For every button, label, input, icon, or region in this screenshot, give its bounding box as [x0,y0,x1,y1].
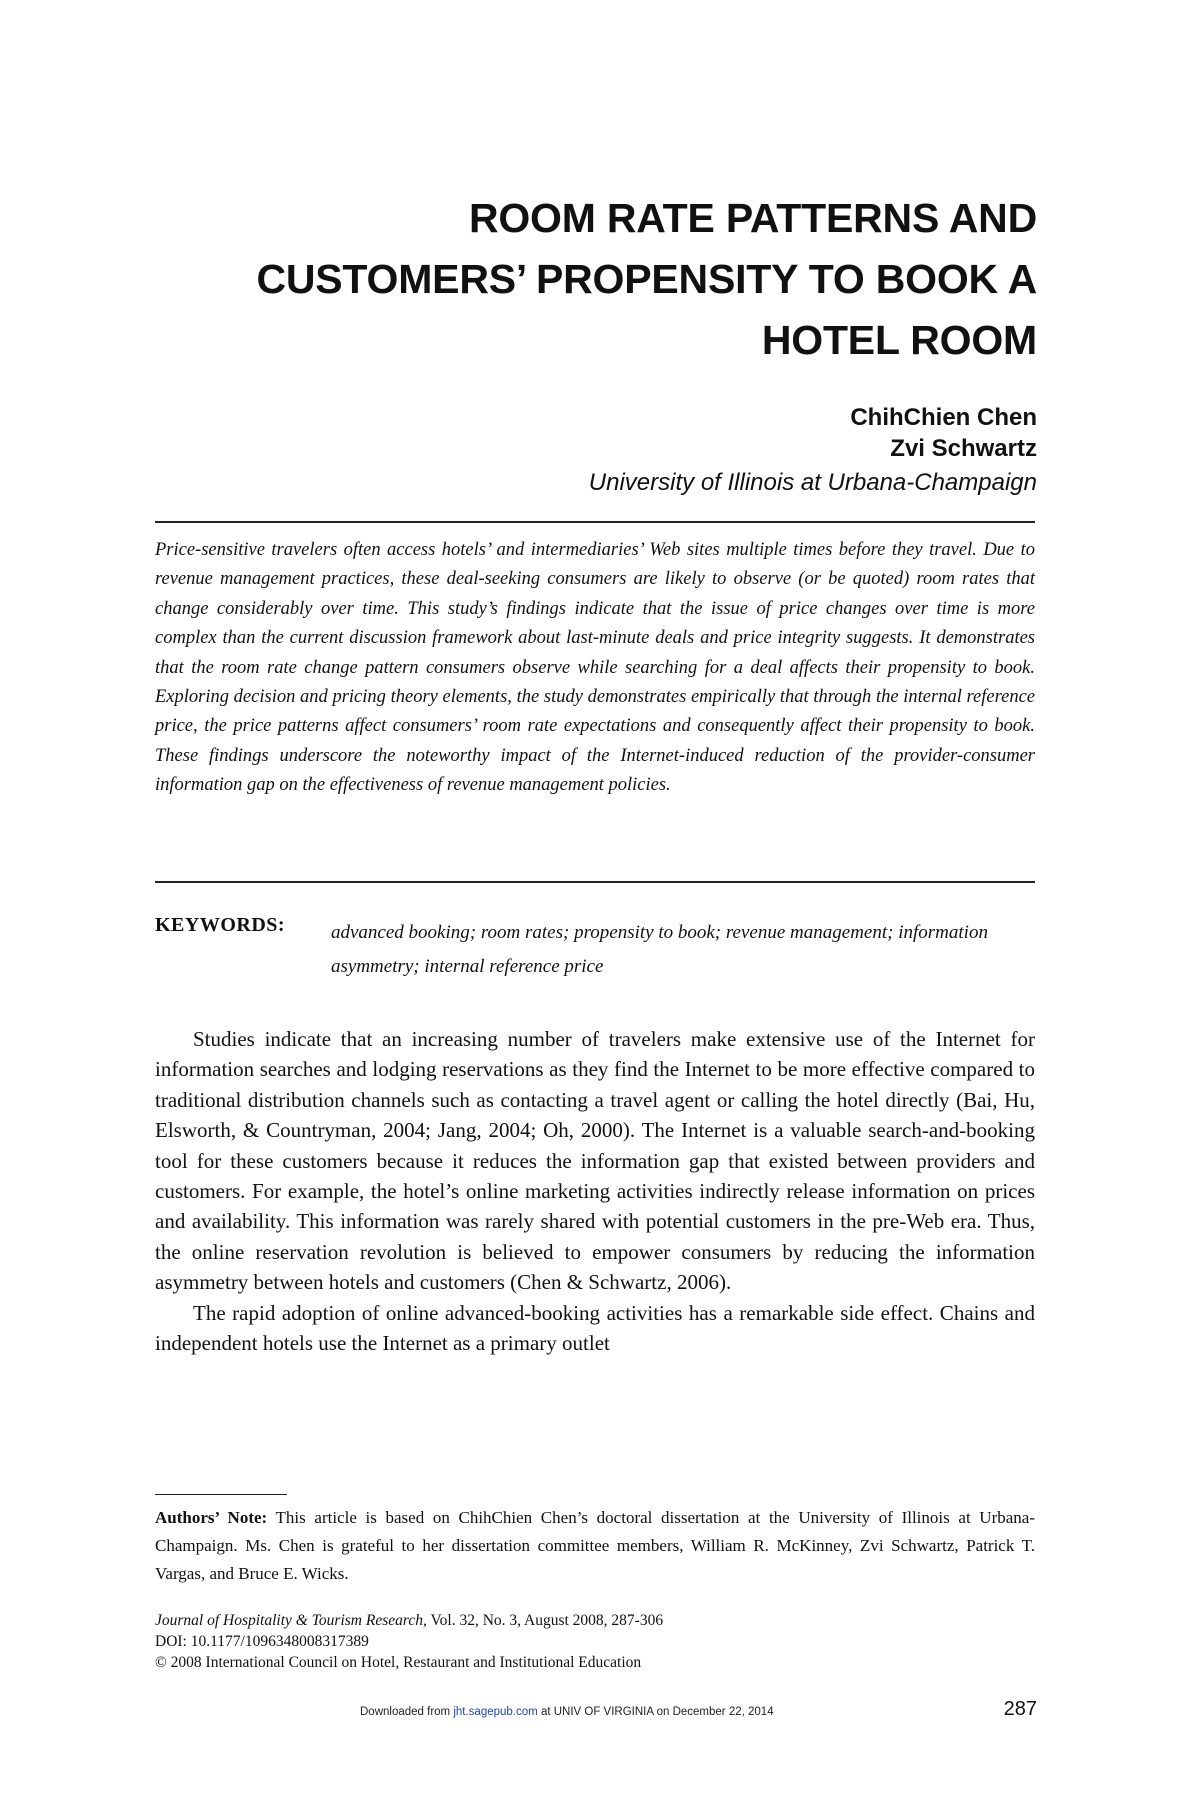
body-paragraph: Studies indicate that an increasing number of travelers make extensive use of the Internet for information searches and lodging reservations as they find the Internet to be more effective compared to traditional distribution channels such as contacting a travel agent or calling the hotel directly (Bai, Hu, Elsworth, & Countryman, 2004; Jang, 2004; Oh, 2000). The Internet is a valuable search-and-booking tool for these customers because it reduces the information gap that existed between providers and customers. For example, the hotel’s online marketing activities indirectly release information on prices and availability. This information was rarely shared with potential customers in the pre-Web era. Thus, the online reservation revolution is believed to empower consumers by reducing the information asymmetry between hotels and customers (Chen & Schwartz, 2006). [155,1027,1035,1295]
journal-name: Journal of Hospitality & Tourism Research, [155,1612,427,1629]
authors-note-label: Authors’ Note: [155,1508,268,1527]
keywords-label: KEYWORDS: [155,914,286,936]
abstract-top-rule [155,521,1035,523]
doi: DOI: 10.1177/1096348008317389 [155,1633,369,1650]
copyright: © 2008 International Council on Hotel, Restaurant and Institutional Education [155,1654,642,1671]
abstract-bottom-rule [155,881,1035,883]
citation-line [155,1610,1035,1631]
title-line: CUSTOMERS’ PROPENSITY TO BOOK A [256,256,1037,302]
authors-note [155,1504,1035,1588]
title-line: ROOM RATE PATTERNS AND [468,195,1037,241]
authors-note-text: This article is based on ChihChien Chen’s doctoral dissertation at the University of Illinois at Urbana-Champaign. Ms. Chen is grateful to her dissertation committee members, William R. McKinney, Zvi Schwartz, Patrick T. Vargas, and Bruce E. Wicks. [155,1508,1035,1583]
journal-details: Vol. 32, No. 3, August 2008, 287-306 [430,1612,664,1629]
download-link[interactable]: jht.sagepub.com [453,1706,538,1718]
author-block [337,402,1037,501]
article-title [137,188,1037,371]
keywords-block [155,914,1035,984]
author-name: ChihChien Chen [850,404,1037,431]
author-name: Zvi Schwartz [890,435,1037,462]
body-paragraph: The rapid adoption of online advanced-booking activities has a remarkable side effect. Chains and independent hotels use the Internet as a primary outlet [155,1300,1035,1356]
author-affiliation: University of Illinois at Urbana-Champaign [588,469,1037,496]
body-text [155,1024,1035,1358]
page-number: 287 [1003,1698,1037,1720]
keywords-list: advanced booking; room rates; propensity to book; revenue management; information asymmetry; internal reference price [331,922,988,977]
citation-block [155,1610,1035,1673]
title-line: HOTEL ROOM [761,317,1037,363]
download-prefix: Downloaded from [360,1706,451,1718]
abstract: Price-sensitive travelers often access hotels’ and intermediaries’ Web sites multiple times before they travel. Due to revenue management practices, these deal-seeking consumers are likely to observe (or be quoted) room rates that change considerably over time. This study’s findings indicate that the issue of price changes over time is more complex than the current discussion framework about last-minute deals and price integrity suggests. It demonstrates that the room rate change pattern consumers observe while searching for a deal affects their propensity to book. Exploring decision and pricing theory elements, the study demonstrates empirically that through the internal reference price, the price patterns affect consumers’ room rate expectations and consequently affect their propensity to book. These findings underscore the noteworthy impact of the Internet-induced reduction of the provider-consumer information gap on the effectiveness of revenue management policies. [155,540,1035,796]
footnote-rule [155,1494,287,1495]
download-notice [360,1706,840,1718]
download-suffix: at UNIV OF VIRGINIA on December 22, 2014 [540,1706,774,1718]
